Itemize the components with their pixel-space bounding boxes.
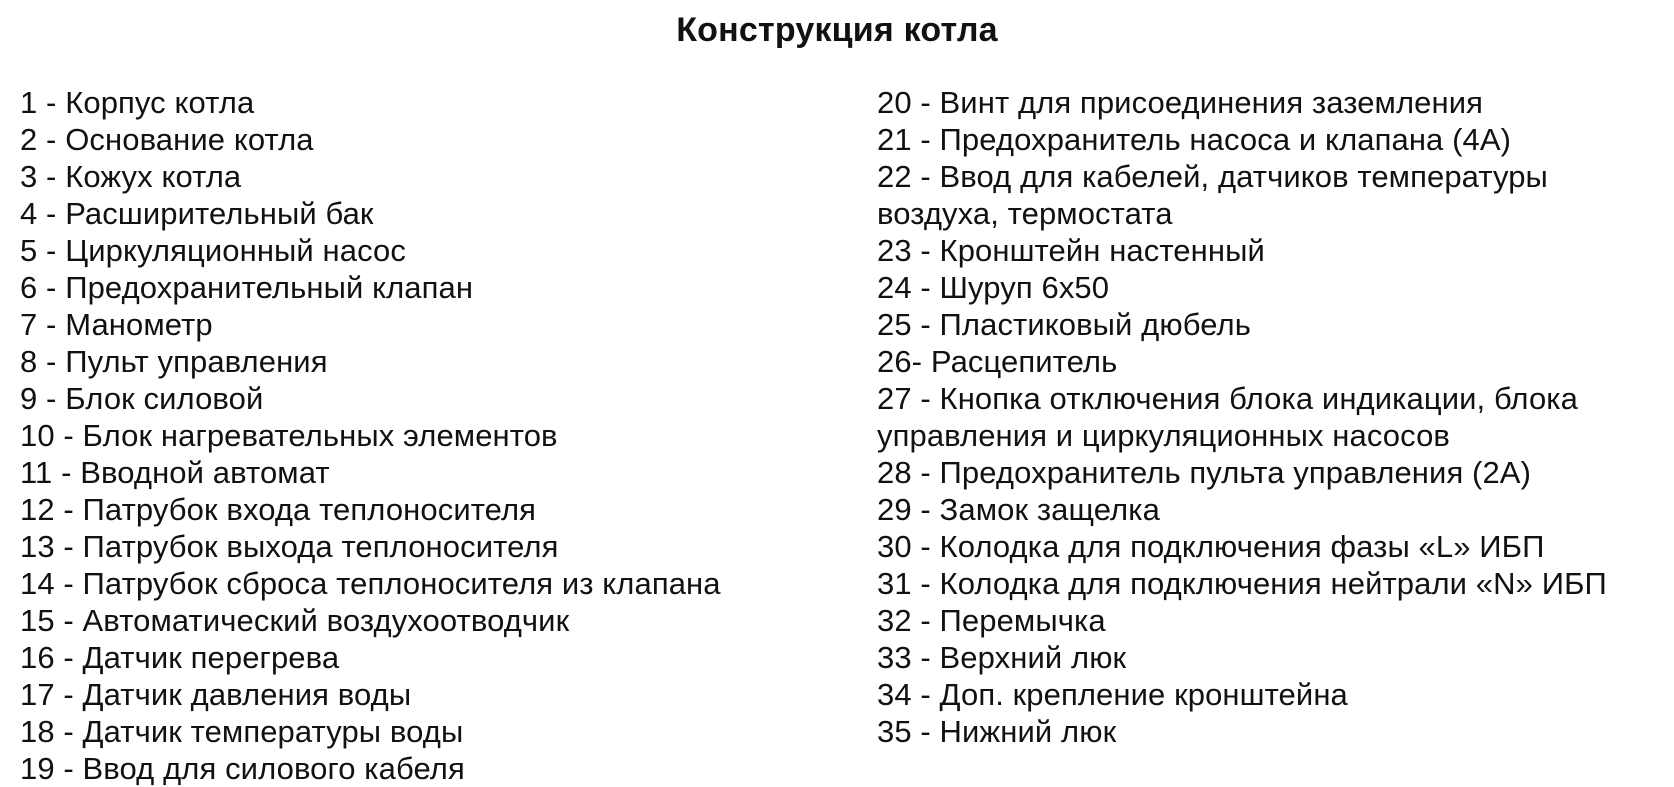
list-item: 12 - Патрубок входа теплоносителя (20, 492, 537, 527)
list-item: 31 - Колодка для подключения нейтрали «N» ИБП (877, 566, 1607, 601)
list-item: 3 - Кожух котла (20, 159, 242, 194)
list-item: 1 - Корпус котла (20, 85, 255, 120)
list-item: 25 - Пластиковый дюбель (877, 307, 1251, 342)
list-item: 2 - Основание котла (20, 122, 314, 157)
list-item: 5 - Циркуляционный насос (20, 233, 406, 268)
list-item: 21 - Предохранитель насоса и клапана (4А) (877, 122, 1512, 157)
list-item: 14 - Патрубок сброса теплоносителя из клапана (20, 566, 721, 601)
list-item: 28 - Предохранитель пульта управления (2А) (877, 455, 1532, 490)
list-item: 10 - Блок нагревательных элементов (20, 418, 558, 453)
list-item: 29 - Замок защелка (877, 492, 1160, 527)
list-item: 32 - Перемычка (877, 603, 1106, 638)
page-title: Конструкция котла (676, 11, 998, 49)
list-item: 16 - Датчик перегрева (20, 640, 340, 675)
list-item: 30 - Колодка для подключения фазы «L» ИБП (877, 529, 1545, 564)
list-item: 18 - Датчик температуры воды (20, 714, 464, 749)
list-item: 19 - Ввод для силового кабеля (20, 751, 465, 786)
parts-list-left (20, 84, 860, 787)
list-item: 34 - Доп. крепление кронштейна (877, 677, 1348, 712)
list-item: 23 - Кронштейн настенный (877, 233, 1265, 268)
list-item: 11 - Вводной автомат (20, 455, 330, 490)
list-item: 9 - Блок силовой (20, 381, 264, 416)
list-item: 27 - Кнопка отключения блока индикации, блока управления и циркуляционных насосов (877, 381, 1578, 453)
list-item: 33 - Верхний люк (877, 640, 1127, 675)
list-item: 7 - Манометр (20, 307, 213, 342)
list-item: 17 - Датчик давления воды (20, 677, 412, 712)
list-item: 15 - Автоматический воздухоотводчик (20, 603, 570, 638)
list-item: 13 - Патрубок выхода теплоносителя (20, 529, 559, 564)
list-item: 4 - Расширительный бак (20, 196, 374, 231)
list-item: 20 - Винт для присоединения заземления (877, 85, 1483, 120)
list-item: 8 - Пульт управления (20, 344, 328, 379)
list-item: 26- Расцепитель (877, 344, 1118, 379)
list-item: 6 - Предохранительный клапан (20, 270, 474, 305)
parts-list-right (877, 84, 1667, 750)
list-item: 22 - Ввод для кабелей, датчиков температуры воздуха, термостата (877, 159, 1548, 231)
list-item: 35 - Нижний люк (877, 714, 1117, 749)
list-item: 24 - Шуруп 6х50 (877, 270, 1110, 305)
